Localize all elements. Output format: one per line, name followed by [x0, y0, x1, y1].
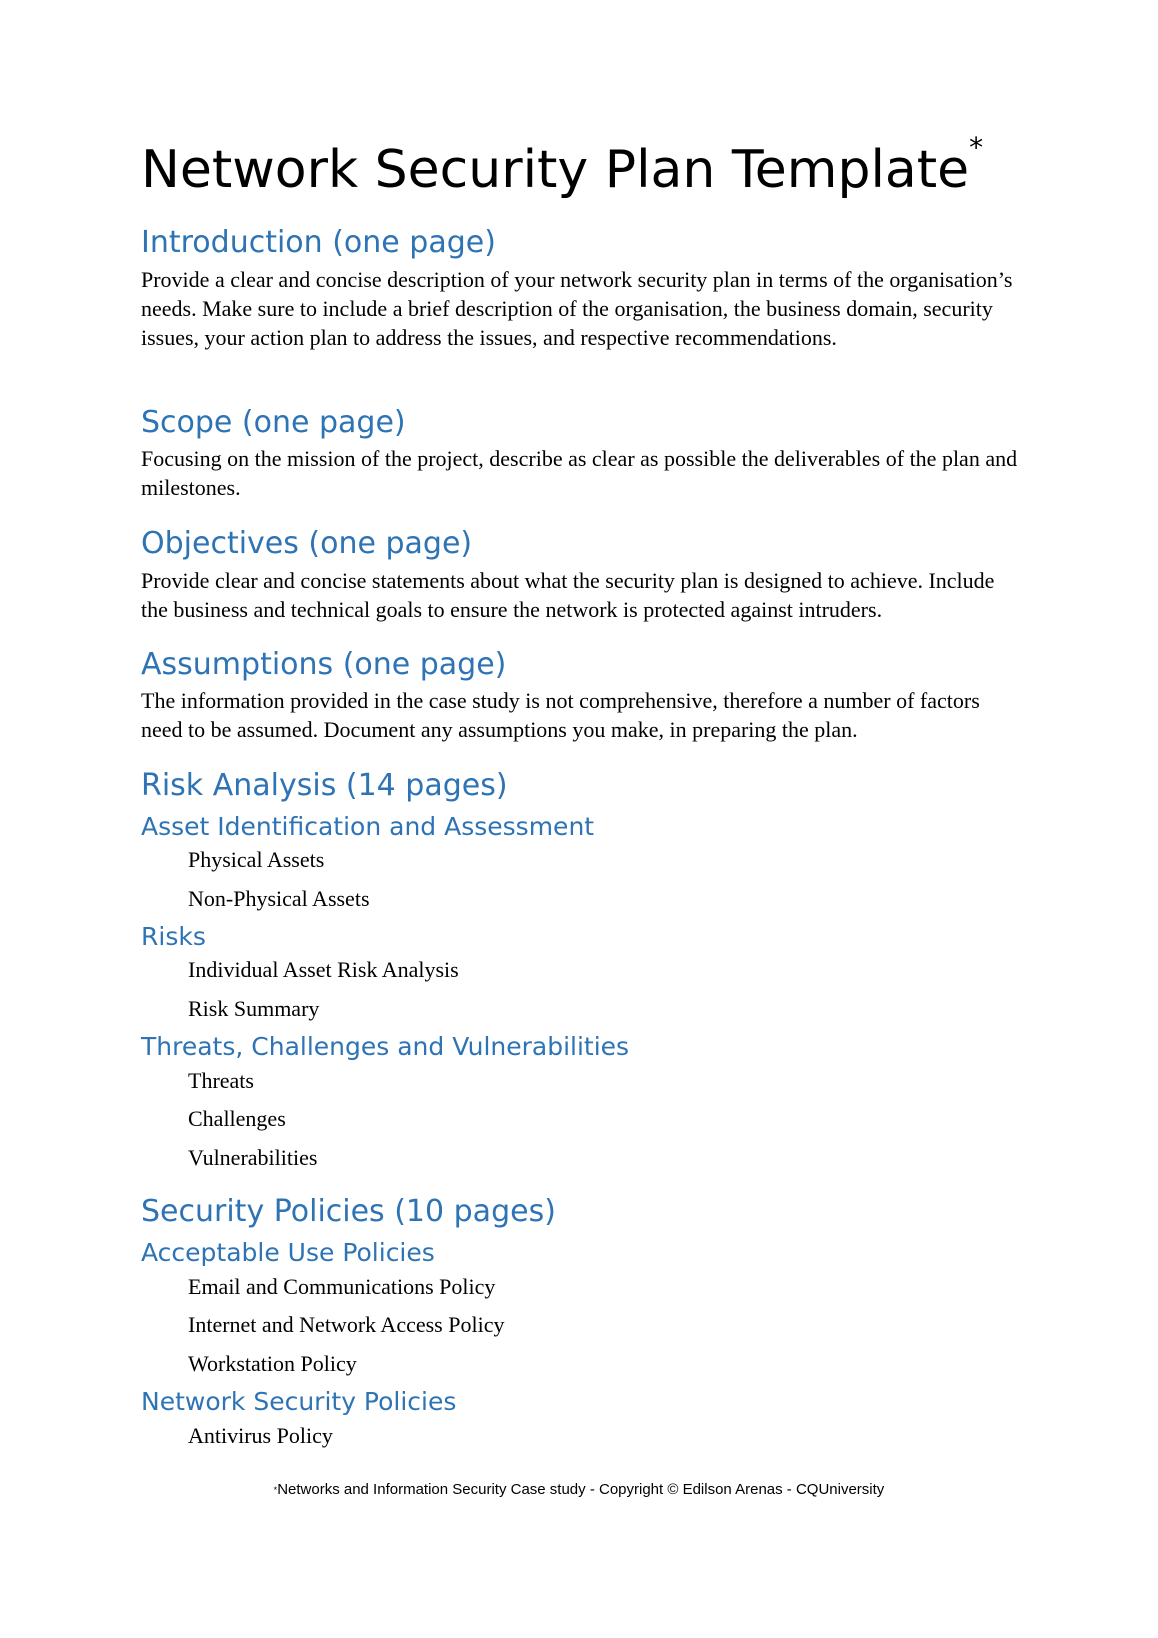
objectives-heading: Objectives (one page)	[141, 526, 473, 561]
security-policies-heading: Security Policies (10 pages)	[141, 1194, 556, 1229]
scope-heading: Scope (one page)	[141, 405, 406, 440]
title-footnote-mark: *	[969, 131, 984, 164]
risks-heading: Risks	[141, 922, 206, 951]
assumptions-body: The information provided in the case study is not comprehensive, therefore a number of factors need to be assumed. Document any assumptions you make, in preparing the plan.	[141, 688, 980, 742]
list-item: Vulnerabilities	[188, 1145, 318, 1170]
list-item: Email and Communications Policy	[188, 1274, 496, 1299]
introduction-heading: Introduction (one page)	[141, 225, 496, 260]
asset-identification-heading: Asset Identification and Assessment	[141, 812, 595, 841]
assumptions-heading: Assumptions (one page)	[141, 647, 507, 682]
network-security-policies-heading: Network Security Policies	[141, 1387, 457, 1416]
footnote	[0, 1480, 1158, 1500]
list-item: Workstation Policy	[188, 1351, 357, 1376]
introduction-body: Provide a clear and concise description of your network security plan in terms of the organisation’s needs. Make sure to include a brief description of the organisation, the business domain, security issues, your action plan to address the issues, and respective recommendations.	[141, 267, 1013, 350]
list-item: Challenges	[188, 1106, 286, 1131]
page-title	[141, 131, 984, 202]
footnote-mark: *	[273, 1485, 278, 1495]
list-item: Individual Asset Risk Analysis	[188, 957, 459, 982]
list-item: Internet and Network Access Policy	[188, 1312, 505, 1337]
footnote-text: Networks and Information Security Case study - Copyright © Edilson Arenas - CQUniversity	[277, 1481, 885, 1498]
list-item: Non-Physical Assets	[188, 886, 370, 911]
list-item: Threats	[188, 1068, 254, 1093]
scope-body: Focusing on the mission of the project, describe as clear as possible the deliverables of the plan and milestones.	[141, 446, 1018, 500]
risk-analysis-heading: Risk Analysis (14 pages)	[141, 768, 508, 803]
threats-heading: Threats, Challenges and Vulnerabilities	[141, 1032, 630, 1061]
list-item: Antivirus Policy	[188, 1423, 333, 1448]
acceptable-use-heading: Acceptable Use Policies	[141, 1238, 435, 1267]
list-item: Risk Summary	[188, 996, 320, 1021]
list-item: Physical Assets	[188, 847, 325, 872]
page-title-text: Network Security Plan Template	[141, 140, 970, 200]
objectives-body: Provide clear and concise statements about what the security plan is designed to achieve. Include the business and technical goals to ensure the network is protected against intruders.	[141, 568, 995, 622]
